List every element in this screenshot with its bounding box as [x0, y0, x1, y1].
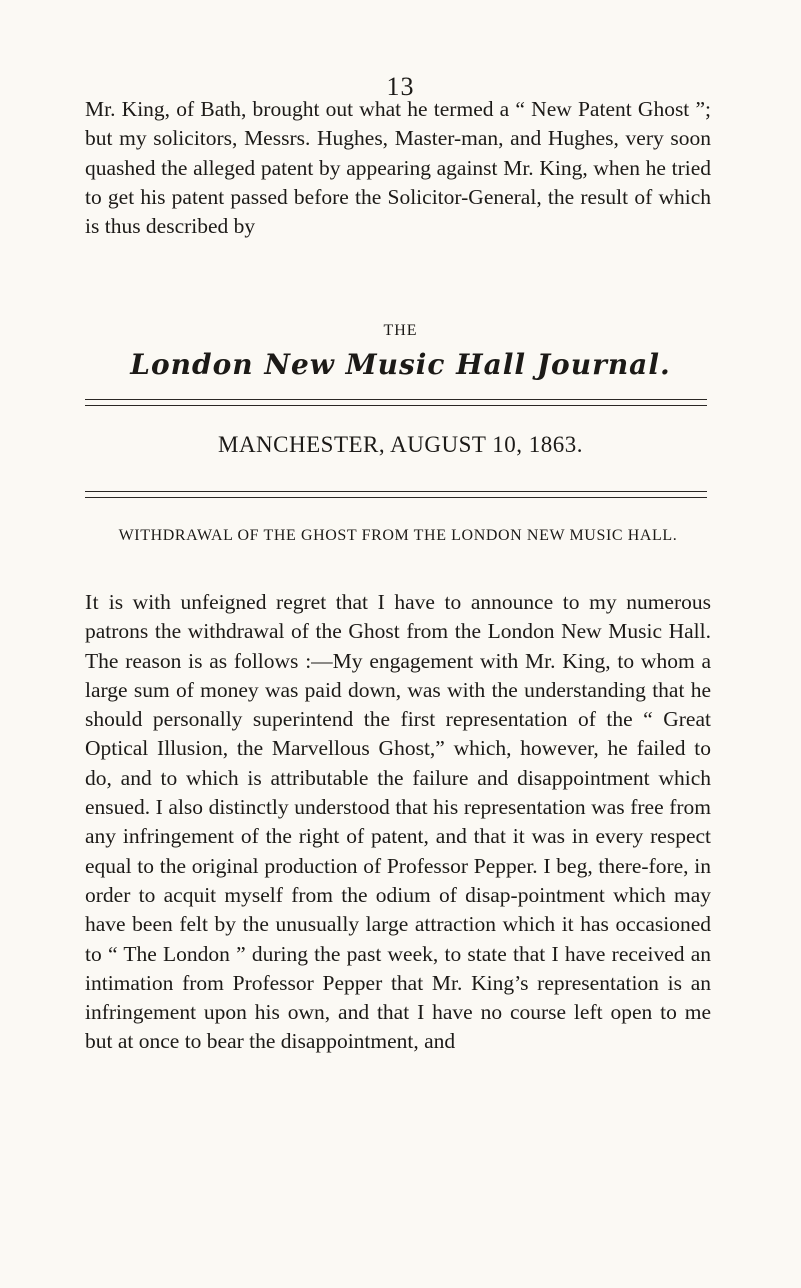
- masthead-rule-bottom: [85, 491, 707, 498]
- dropcap-word: It: [85, 590, 100, 614]
- article-body-text: is with unfeigned regret that I have to announce to my numerous patrons the withdrawal of the Ghost from the London New Music Hall. The reason is as follows :—My engagement with Mr. King, to whom a large sum of money was paid down, was with the understanding that he should personally superintend the first representation of the “ Great Optical Illusion, the Marvellous Ghost,” which, however, he failed to do, and to which is attributable the failure and disappointment which ensued. I also distinctly understood that his representation was free from any infringement of the right of patent, and that it was in every respect equal to the original production of Professor Pepper. I beg, there-fore, in order to acquit myself from the odium of disap-pointment which may have been felt by the unusually large attraction which it has occasioned to “ The London ” during the past week, to state that I have received an intimation from Professor Pepper that Mr. King’s representation is an infringement upon his own, and that I have no course left open to me but at once to bear the disappointment, and: [85, 590, 711, 1054]
- dateline: MANCHESTER, AUGUST 10, 1863.: [218, 432, 583, 457]
- article-body: [85, 588, 711, 1057]
- article-headline: WITHDRAWAL OF THE GHOST FROM THE LONDON NEW MUSIC HALL.: [118, 527, 678, 544]
- the-label: THE: [383, 322, 418, 339]
- intro-paragraph: Mr. King, of Bath, brought out what he termed a “ New Patent Ghost ”; but my solicitors, Messrs. Hughes, Master-man, and Hughes, very soon quashed the alleged patent by appearing against Mr. King, when he tried to get his patent passed before the Solicitor-General, the result of which is thus described by: [85, 97, 711, 239]
- masthead-rule-top: [85, 399, 707, 406]
- page-number: 13: [386, 72, 415, 101]
- newspaper-masthead: London New Music Hall Journal.: [130, 348, 671, 381]
